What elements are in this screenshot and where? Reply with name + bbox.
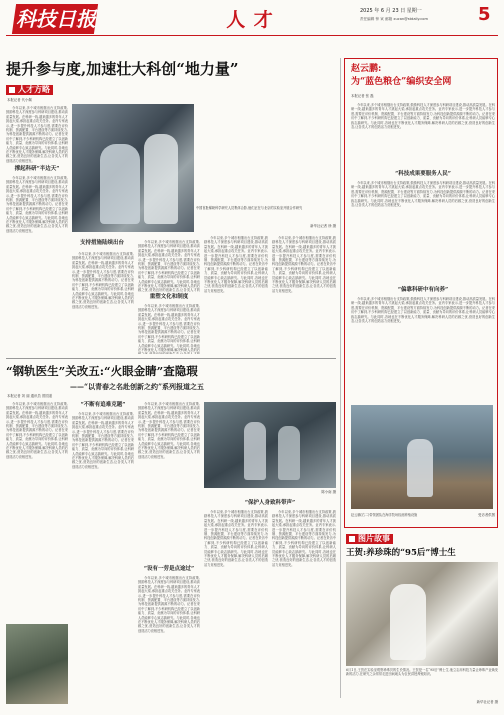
column-divider xyxy=(340,58,341,698)
series-col5-text: 今年以来,多个城市相继出台支持政策,鼓励科技人才深度参与科研项目建设,推动高质量发展。在科研一线,越来越多的青年人才挑起大梁,承担起重点攻关任务。业内专家表示,进一步提升科技人才参与度,需要在评价机制、资源配置、平台建设等方面持续发力,为科技创新提供源源不断的动力。记者在采访中了解到,不少科研机构已经建立了以创新能力、质量、贡献为导向的评价体系,让科研人员能够专心致志搞研究。与此同时,各地也在不断优化人才服务保障,解决科研人员的后顾之忧,营造良好的创新生态,让各类人才的创造活力竞相迸发。 xyxy=(272,510,336,567)
series-photo-credit: 陈小南 摄 xyxy=(321,490,336,494)
feature-col2-text: 今年以来,多个城市相继出台支持政策,鼓励科技人才深度参与科研项目建设,推动高质量发展。在科研一线,越来越多的青年人才挑起大梁,承担起重点攻关任务。业内专家表示,进一步提升科技人才参与度,需要在评价机制、资源配置、平台建设等方面持续发力,为科技创新提供源源不断的动力。记者在采访中了解到,不少科研机构已经建立了以创新能力、质量、贡献为导向的评价体系,让科研人员能够专心致志搞研究。与此同时,各地也在不断优化人才服务保障,解决科研人员的后顾之忧,营造良好的创新生态,让各类人才的创造活力竞相迸发。 xyxy=(72,252,134,309)
newspaper-logo-text: 科技日报 xyxy=(16,7,96,31)
series-col4-text: 今年以来,多个城市相继出台支持政策,鼓励科技人才深度参与科研项目建设,推动高质量发展。在科研一线,越来越多的青年人才挑起大梁,承担起重点攻关任务。业内专家表示,进一步提升科技人才参与度,需要在评价机制、资源配置、平台建设等方面持续发力,为科技创新提供源源不断的动力。记者在采访中了解到,不少科研机构已经建立了以创新能力、质量、贡献为导向的评价体系,让科研人员能够专心致志搞研究。与此同时,各地也在不断优化人才服务保障,解决科研人员的后顾之忧,营造良好的创新生态,让各类人才的创造活力竞相迸发。 xyxy=(204,510,268,567)
photo-news-caption: 6月1日,王贺在实验室观察珍珠贝的生长情况。王贺是一名“95后”博士生,他立志用科技力量让珍珠产业焕发新的活力,在研究之余常常走进田间地头为农民讲授养殖知识。 xyxy=(346,668,498,677)
photo-news-credit: 新华社记者 摄 xyxy=(476,700,498,704)
interview-photo xyxy=(351,405,493,509)
series-photo-figure xyxy=(278,426,300,480)
feature-photo-figure xyxy=(144,134,178,224)
feature-photo xyxy=(72,104,194,232)
series-col3-text: 今年以来,多个城市相继出台支持政策,鼓励科技人才深度参与科研项目建设,推动高质量发展。在科研一线,越来越多的青年人才挑起大梁,承担起重点攻关任务。业内专家表示,进一步提升科技人才参与度,需要在评价机制、资源配置、平台建设等方面持续发力,为科技创新提供源源不断的动力。记者在采访中了解到,不少科研机构已经建立了以创新能力、质量、贡献为导向的评价体系,让科研人员能够专心致志搞研究。与此同时,各地也在不断优化人才服务保障,解决科研人员的后顾之忧,营造良好的创新生态,让各类人才的创造活力竞相迸发。 xyxy=(138,402,200,459)
masthead-rule xyxy=(6,35,498,36)
feature-subhead-3: 重塑文化和制度 xyxy=(149,294,189,300)
feature-subhead-1: 撑起科研“半边天” xyxy=(14,166,60,172)
issue-date: 2025 年 6 月 23 日 星期一 xyxy=(360,8,422,14)
feature-col3-text-a: 今年以来,多个城市相继出台支持政策,鼓励科技人才深度参与科研项目建设,推动高质量发展。在科研一线,越来越多的青年人才挑起大梁,承担起重点攻关任务。业内专家表示,进一步提升科技人才参与度,需要在评价机制、资源配置、平台建设等方面持续发力,为科技创新提供源源不断的动力。记者在采访中了解到,不少科研机构已经建立了以创新能力、质量、贡献为导向的评价体系,让科研人员能够专心致志搞研究。与此同时,各地也在不断优化人才服务保障,解决科研人员的后顾之忧,营造良好的创新生态,让各类人才的 xyxy=(138,240,200,292)
interview-text-c: 今年以来,多个城市相继出台支持政策,鼓励科技人才深度参与科研项目建设,推动高质量发展。在科研一线,越来越多的青年人才挑起大梁,承担起重点攻关任务。业内专家表示,进一步提升科技人才参与度,需要在评价机制、资源配置、平台建设等方面持续发力,为科技创新提供源源不断的动力。记者在采访中了解到,不少科研机构已经建立了以创新能力、质量、贡献为导向的评价体系,让科研人员能够专心致志搞研究。与此同时,各地也在不断优化人才服务保障,解决科研人员的后顾之忧,营造良好的创新生态,让各类人才的创造活力竞相迸发。 xyxy=(351,297,495,324)
series-byline: 本报记者 刘 丽 通讯员 曾国道 xyxy=(7,394,52,398)
series-subhead-2: “设有一劳是点途过” xyxy=(143,566,195,572)
feature-col5-text: 今年以来,多个城市相继出台支持政策,鼓励科技人才深度参与科研项目建设,推动高质量发展。在科研一线,越来越多的青年人才挑起大梁,承担起重点攻关任务。业内专家表示,进一步提升科技人才参与度,需要在评价机制、资源配置、平台建设等方面持续发力,为科技创新提供源源不断的动力。记者在采访中了解到,不少科研机构已经建立了以创新能力、质量、贡献为导向的评价体系,让科研人员能够专心致志搞研究。与此同时,各地也在不断优化人才服务保障,解决科研人员的后顾之忧,营造良好的创新生态,让各类人才的创造活力竞相迸发。 xyxy=(272,236,336,293)
feature-subhead-2: 支持措施陆续出台 xyxy=(79,240,124,246)
series-subhead-1: “不断有追难克题” xyxy=(80,402,126,408)
series-top-rule xyxy=(6,358,336,359)
series-photo-figure xyxy=(244,422,266,480)
interview-author-name: 赵云鹏: xyxy=(351,64,382,74)
photo-news-figure xyxy=(390,584,426,660)
interview-subhead-2: “偏靠科研中有向养” xyxy=(397,287,449,293)
interview-byline: 本报记者 张 磊 xyxy=(351,94,374,98)
series-col3-text-b: 今年以来,多个城市相继出台支持政策,鼓励科技人才深度参与科研项目建设,推动高质量发展。在科研一线,越来越多的青年人才挑起大梁,承担起重点攻关任务。业内专家表示,进一步提升科技人才参与度,需要在评价机制、资源配置、平台建设等方面持续发力,为科技创新提供源源不断的动力。记者在采访中了解到,不少科研机构已经建立了以创新能力、质量、贡献为导向的评价体系,让科研人员能够专心致志搞研究。与此同时,各地也在不断优化人才服务保障,解决科研人员的后顾之忧,营造良好的创新生态,让各类人才的创造活力竞相迸发。 xyxy=(138,576,200,633)
series-col2-text: 今年以来,多个城市相继出台支持政策,鼓励科技人才深度参与科研项目建设,推动高质量发展。在科研一线,越来越多的青年人才挑起大梁,承担起重点攻关任务。业内专家表示,进一步提升科技人才参与度,需要在评价机制、资源配置、平台建设等方面持续发力,为科技创新提供源源不断的动力。记者在采访中了解到,不少科研机构已经建立了以创新能力、质量、贡献为导向的评价体系,让科研人员能够专心致志搞研究。与此同时,各地也在不断优化人才服务保障,解决科研人员的后顾之忧,营造良好的创新生态,让各类人才的创造活力竞相迸发。 xyxy=(72,412,134,469)
interview-photo-caption: 赵云鹏(右二)带领团队在海洋牧场检测养殖设施 xyxy=(351,513,418,517)
feature-col1-text-b: 今年以来,多个城市相继出台支持政策,鼓励科技人才深度参与科研项目建设,推动高质量发展。在科研一线,越来越多的青年人才挑起大梁,承担起重点攻关任务。业内专家表示,进一步提升科技人才参与度,需要在评价机制、资源配置、平台建设等方面持续发力,为科技创新提供源源不断的动力。记者在采访中了解到,不少科研机构已经建立了以创新能力、质量、贡献为导向的评价体系,让科研人员能够专心致志搞研究。与此同时,各地也在不断优化人才服务保障,解决科研人员的后顾之忧,营造良好的创新生态,让各类人才的创造活力竞相迸发。 xyxy=(6,176,68,233)
feature-col3-text-b: 今年以来,多个城市相继出台支持政策,鼓励科技人才深度参与科研项目建设,推动高质量发展。在科研一线,越来越多的青年人才挑起大梁,承担起重点攻关任务。业内专家表示,进一步提升科技人才参与度,需要在评价机制、资源配置、平台建设等方面持续发力,为科技创新提供源源不断的动力。记者在采访中了解到,不少科研机构已经建立了以创新能力、质量、贡献为导向的评价体系,让科研人员能够专心致志搞研究。与此同时,各地也在不断优化人才服务保障,解决科研人员的后 xyxy=(138,304,200,353)
series-headline: “钢轨医生”关改五:“火眼金睛”查隐瑕 xyxy=(6,364,198,378)
photo-news-headline: 王贺:养珍珠的“95后”博士生 xyxy=(346,548,456,558)
feature-photo-caption: 中国首批稀缺科学研究人员集体合影,他们正在与北京的实验室开展合作研究 xyxy=(196,206,303,210)
interview-photo-credit: 受访者供图 xyxy=(478,513,495,517)
feature-col4-text: 今年以来,多个城市相继出台支持政策,鼓励科技人才深度参与科研项目建设,推动高质量发展。在科研一线,越来越多的青年人才挑起大梁,承担起重点攻关任务。业内专家表示,进一步提升科技人才参与度,需要在评价机制、资源配置、平台建设等方面持续发力,为科技创新提供源源不断的动力。记者在采访中了解到,不少科研机构已经建立了以创新能力、质量、贡献为导向的评价体系,让科研人员能够专心致志搞研究。与此同时,各地也在不断优化人才服务保障,解决科研人员的后顾之忧,营造良好的创新生态,让各类人才的创造活力竞相迸发。 xyxy=(204,236,268,293)
feature-byline: 本报记者 代小佩 xyxy=(7,98,32,102)
interview-text-a: 今年以来,多个城市相继出台支持政策,鼓励科技人才深度参与科研项目建设,推动高质量发展。在科研一线,越来越多的青年人才挑起大梁,承担起重点攻关任务。业内专家表示,进一步提升科技人才参与度,需要在评价机制、资源配置、平台建设等方面持续发力,为科技创新提供源源不断的动力。记者在采访中了解到,不少科研机构已经建立了以创新能力、质量、贡献为导向的评价体系,让科研人员能够专心致志搞研究。与此同时,各地也在不断优化人才服务保障,解决科研人员的后顾之忧,营造良好的创新生态,让各类人才的创造活力竞相迸发。 xyxy=(351,103,495,130)
feature-headline: 提升参与度,加速壮大科创“地力量” xyxy=(6,60,239,78)
feature-photo-credit: 新华社记者 徐 摄 xyxy=(310,224,336,228)
feature-col1-text-a: 今年以来,多个城市相继出台支持政策,鼓励科技人才深度参与科研项目建设,推动高质量发展。在科研一线,越来越多的青年人才挑起大梁,承担起重点攻关任务。业内专家表示,进一步提升科技人才参与度,需要在评价机制、资源配置、平台建设等方面持续发力,为科技创新提供源源不断的动力。记者在采访中了解到,不少科研机构已经建立了以创新能力、质量、贡献为导向的评价体系,让科研人员能够专心致志搞研究。与此同时,各地也在不断优化人才服务保障,解决科研人员的后顾之忧,营造良好的创新生态,让各类人才的创造活力竞相迸发。 xyxy=(6,106,68,163)
series-subhead-3: “保护人身致科带声” xyxy=(244,500,296,506)
series-photo-left xyxy=(6,624,68,704)
feature-photo-figure xyxy=(100,144,140,224)
photo-news-image xyxy=(346,562,498,666)
interview-text-b: 今年以来,多个城市相继出台支持政策,鼓励科技人才深度参与科研项目建设,推动高质量发展。在科研一线,越来越多的青年人才挑起大梁,承担起重点攻关任务。业内专家表示,进一步提升科技人才参与度,需要在评价机制、资源配置、平台建设等方面持续发力,为科技创新提供源源不断的动力。记者在采访中了解到,不少科研机构已经建立了以创新能力、质量、贡献为导向的评价体系,让科研人员能够专心致志搞研究。与此同时,各地也在不断优化人才服务保障,解决科研人员的后顾之忧,营造良好的创新生态,让各类人才的创造活力竞相迸发。 xyxy=(351,181,495,208)
interview-photo-figure xyxy=(407,439,433,497)
series-subheadline: ——“以青春之名赴创新之约”系列报道之五 xyxy=(70,382,205,391)
series-photo-right xyxy=(204,402,336,488)
interview-headline: 为“蓝色粮仓”编织安全网 xyxy=(351,77,452,87)
series-col1-text: 今年以来,多个城市相继出台支持政策,鼓励科技人才深度参与科研项目建设,推动高质量发展。在科研一线,越来越多的青年人才挑起大梁,承担起重点攻关任务。业内专家表示,进一步提升科技人才参与度,需要在评价机制、资源配置、平台建设等方面持续发力,为科技创新提供源源不断的动力。记者在采访中了解到,不少科研机构已经建立了以创新能力、质量、贡献为导向的评价体系,让科研人员能够专心致志搞研究。与此同时,各地也在不断优化人才服务保障,解决科研人员的后顾之忧,营造良好的创新生态,让各类人才的创造活力竞相迸发。 xyxy=(6,402,68,459)
section-label-photo-story: 图片故事 xyxy=(346,534,393,544)
interview-box xyxy=(344,58,498,528)
masthead xyxy=(0,0,504,40)
page-number: 5 xyxy=(478,4,491,25)
editor-line: 责任编辑 钟 寅 邮箱 xucan@stdaily.com xyxy=(360,17,428,21)
page-title: 人 才 xyxy=(226,9,274,31)
section-label-talent: 人才方略 xyxy=(6,85,53,95)
interview-subhead-1: “科技成果要服务人民” xyxy=(395,171,451,177)
